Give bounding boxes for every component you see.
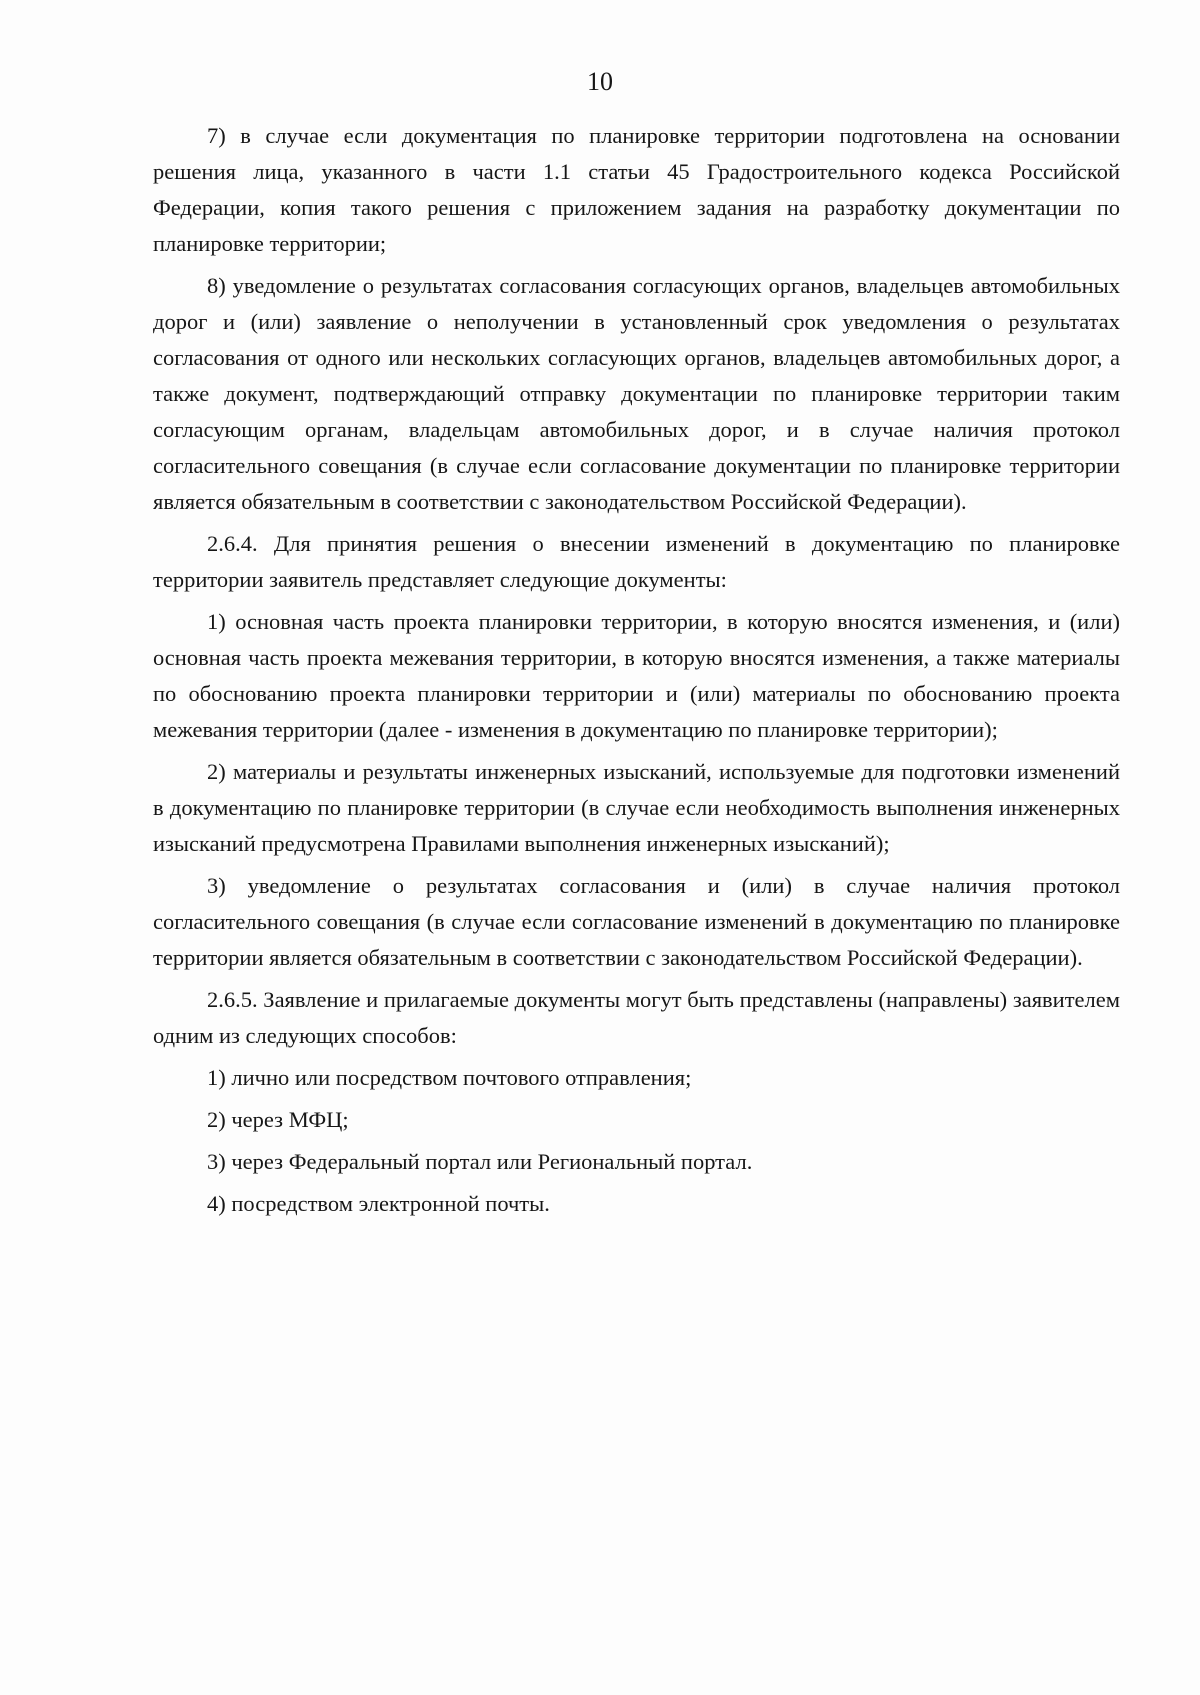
paragraph-2-6-5-item-3: 3) через Федеральный портал или Региональный портал. <box>207 1149 753 1174</box>
paragraph-2-6-5-item-2: 2) через МФЦ; <box>207 1107 349 1132</box>
paragraph-2-6-4-item-1: 1) основная часть проекта планировки территории, в которую вносятся изменения, и (или) основная часть проекта межевания территории, в которую вносятся изменения, а также материалы по обоснованию проекта планировки территории и (или) материалы по обоснованию проекта межевания территории (далее - изменения в документацию по планировке территории); <box>153 609 1120 742</box>
paragraph-2-6-5-item-1: 1) лично или посредством почтового отправления; <box>207 1065 692 1090</box>
paragraph-2-6-4: 2.6.4. Для принятия решения о внесении изменений в документацию по планировке территории заявитель представляет следующие документы: <box>153 531 1120 592</box>
paragraph-item-7: 7) в случае если документация по планировке территории подготовлена на основании решения лица, указанного в части 1.1 статьи 45 Градостроительного кодекса Российской Федерации, копия такого решения с приложением задания на разработку документации по планировке территории; <box>153 123 1120 256</box>
paragraph-2-6-5: 2.6.5. Заявление и прилагаемые документы могут быть представлены (направлены) заявителем одним из следующих способов: <box>153 987 1120 1048</box>
document-body <box>153 118 1120 1228</box>
paragraph-2-6-4-item-3: 3) уведомление о результатах согласования и (или) в случае наличия протокол согласительного совещания (в случае если согласование изменений в документацию по планировке территории является обязательным в соответствии с законодательством Российской Федерации). <box>153 873 1120 970</box>
paragraph-2-6-4-item-2: 2) материалы и результаты инженерных изысканий, используемые для подготовки изменений в документацию по планировке территории (в случае если необходимость выполнения инженерных изысканий предусмотрена Правилами выполнения инженерных изысканий); <box>153 759 1120 856</box>
page-number: 10 <box>587 67 613 96</box>
paragraph-2-6-5-item-4: 4) посредством электронной почты. <box>207 1191 550 1216</box>
paragraph-item-8: 8) уведомление о результатах согласования согласующих органов, владельцев автомобильных дорог и (или) заявление о неполучении в установленный срок уведомления о результатах согласования от одного или нескольких согласующих органов, владельцев автомобильных дорог, а также документ, подтверждающий отправку документации по планировке территории таким согласующим органам, владельцам автомобильных дорог, и в случае наличия протокол согласительного совещания (в случае если согласование документации по планировке территории является обязательным в соответствии с законодательством Российской Федерации). <box>153 273 1120 514</box>
